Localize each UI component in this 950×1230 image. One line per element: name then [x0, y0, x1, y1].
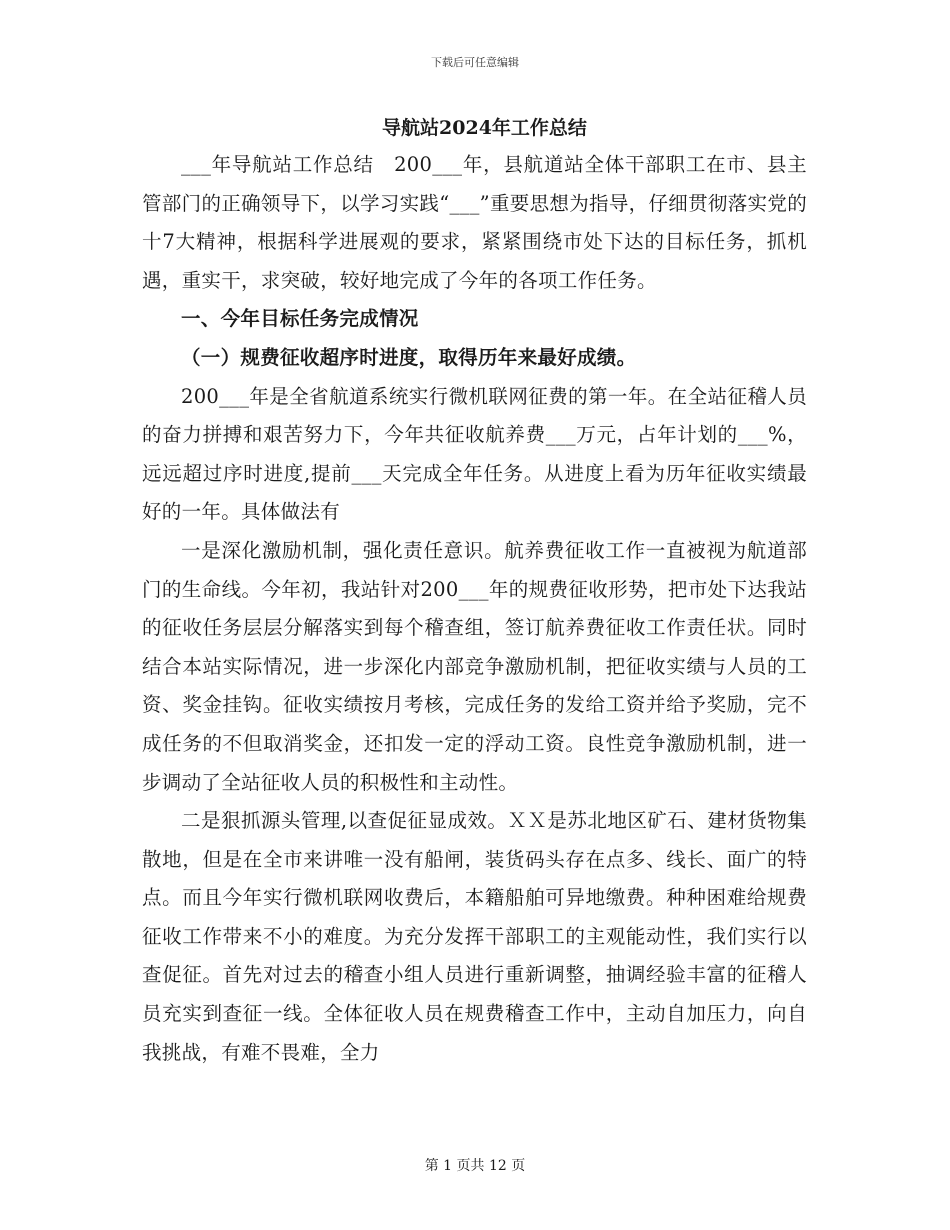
document-body: [142, 110, 807, 1072]
page-header-note: 下载后可任意编辑: [431, 56, 519, 69]
paragraph-intro: ___年导航站工作总结 200___年，县航道站全体干部职工在市、县主管部门的正确领导下，以学习实践“___”重要思想为指导，仔细贯彻落实党的十7大精神，根据科学进展观的要求，紧紧围绕市处下达的目标任务，抓机遇，重实干，求突破，较好地完成了今年的各项工作任务。: [142, 153, 807, 292]
section-heading-1: 一、今年目标任务完成情况: [181, 307, 419, 331]
paragraph-source-management: 二是狠抓源头管理,以查促征显成效。ＸＸ是苏北地区矿石、建材货物集散地，但是在全市来讲唯一没有船闸，装货码头存在点多、线长、面广的特点。而且今年实行微机联网收费后，本籍船舶可异地缴费。种种困难给规费征收工作带来不小的难度。为充分发挥干部职工的主观能动性，我们实行以查促征。首先对过去的稽查小组人员进行重新调整，抽调经验丰富的征稽人员充实到查征一线。全体征收人员在规费稽查工作中，主动自加压力，向自我挑战，有难不畏难，全力: [142, 809, 807, 1064]
subsection-heading-1: （一）规费征收超序时进度，取得历年来最好成绩。: [181, 345, 637, 369]
document-title: 导航站2024年工作总结: [382, 117, 587, 139]
paragraph-incentive-mechanism: 一是深化激励机制，强化责任意识。航养费征收工作一直被视为航道部门的生命线。今年初，我站针对200___年的规费征收形势，把市处下达我站的征收任务层层分解落实到每个稽查组，签订航养费征收工作责任状。同时结合本站实际情况，进一步深化内部竞争激励机制，把征收实绩与人员的工资、奖金挂钩。征收实绩按月考核，完成任务的发给工资并给予奖励，完不成任务的不但取消奖金，还扣发一定的浮动工资。良性竞争激励机制，进一步调动了全站征收人员的积极性和主动性。: [142, 538, 807, 794]
page-number: 第 1 页共 12 页: [424, 1158, 526, 1174]
paragraph-fee-collection: 200___年是全省航道系统实行微机联网征费的第一年。在全站征稽人员的奋力拼搏和艰苦努力下，今年共征收航养费___万元，占年计划的___%，远远超过序时进度,提前___天完成全年任务。从进度上看为历年征收实绩最好的一年。具体做法有: [142, 384, 807, 524]
